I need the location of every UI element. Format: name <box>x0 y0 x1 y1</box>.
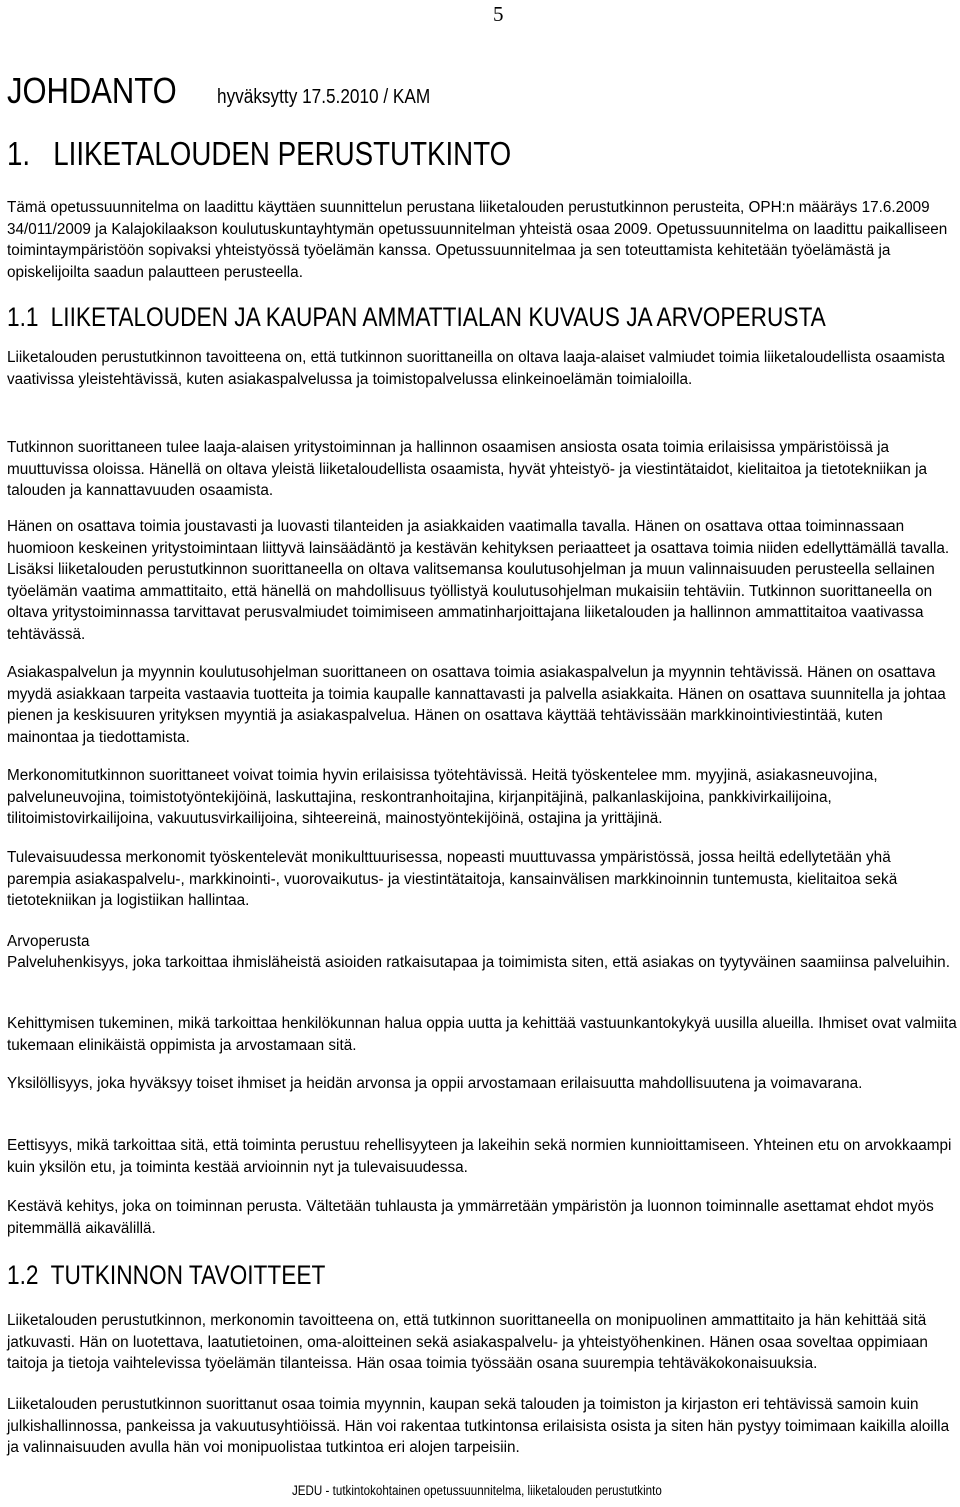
title-main: JOHDANTO <box>7 70 177 111</box>
paragraph: Hänen on osattava toimia joustavasti ja luovasti tilanteiden ja asiakkaiden vaatimalla tavalla. Hänen on osattava ottaa toiminnassaan huomioon keskeinen yritystoimintaan liittyvä lainsäädäntö ja kestävän kehityksen periaatteet ja osattava toimia niiden edellyttämällä tavalla. Lisäksi liiketalouden perustutkinnon suorittaneella on oltava valitsemansa koulutusohjelman ja muun valinnaisuuden perusteella sellainen työelämän vaatima ammattitaito, että hänellä on mahdollisuus työllistyä koulutusohjelman mukaisiin tehtäviin. Tutkinnon suorittaneella on oltava yritystoiminnassa tarvittavat perusvalmiudet toimimiseen ammatinharjoittajana liiketalouden ja hallinnon ammattitaitoa vaativassa tehtävässä. <box>7 518 950 643</box>
section-1-2-number: 1.2 <box>7 1260 39 1290</box>
section-1-1-heading <box>7 302 960 333</box>
approval-note: hyväksytty 17.5.2010 / KAM <box>217 86 431 108</box>
section-1-heading: 1. LIIKETALOUDEN PERUSTUTKINTO <box>7 135 512 172</box>
value-item: Eettisyys, mikä tarkoittaa sitä, että toiminta perustuu rehellisyyteen ja lakeihin sekä normien kunnioittamiseen. Yhteinen etu on arvokkaampi kuin yksilön etu, ja toiminta kestää arvioinnin nyt ja tulevaisuudessa. <box>7 1137 952 1176</box>
page-footer: JEDU - tutkintokohtainen opetussuunnitelma, liiketalouden perustutkinto <box>292 1483 662 1498</box>
paragraph: Liiketalouden perustutkinnon tavoitteena on, että tutkinnon suorittaneilla on oltava laaja-alaiset valmiudet toimia liiketaloudellista osaamista vaativissa yleistehtävissä, kuten asiakaspalvelussa ja toimistopalvelussa elinkeinoelämän toimialoilla. <box>7 349 945 388</box>
values-title: Arvoperusta <box>7 933 90 950</box>
paragraph: Tutkinnon suorittaneen tulee laaja-alaisen yritystoiminnan ja hallinnon osaamisen ansiosta osata toimia erilaisissa ympäristöissä ja muuttuvissa oloissa. Hänellä on oltava yleistä liiketaloudellista osaamista, hyvät yhteistyö- ja viestintätaidot, kielitaitoa ja tietotekniikan ja talouden ja kannattavuuden osaamista. <box>7 439 927 500</box>
paragraph: Liiketalouden perustutkinnon, merkonomin tavoitteena on, että tutkinnon suorittaneella on monipuolinen ammattitaito ja hän kehittää sitä jatkuvasti. Hän on luotettava, laatutietoinen, oma-aloitteinen sekä asiakaspalvelu- ja yhteistyöhenkinen. Hänen osaa soveltaa oppimiaan taitoja ja tietoja vaihtelevissa työelämän tilanteissa. Hän osaa toimia työssään osana suurempia tehtäväkokonaisuuksia. <box>7 1312 928 1373</box>
section-1-intro: Tämä opetussuunnitelma on laadittu käyttäen suunnittelun perustana liiketalouden perustutkinnon perusteita, OPH:n määräys 17.6.2009 34/011/2009 ja Kalajokilaakson koulutuskuntayhtymän opetussuunnitelman yhteistä osaa 2009. Opetussuunnitelma on laadittu paikalliseen toimintaympäristöön sopivaksi yhteistyössä työelämän kanssa. Opetussuunnitelmaa ja sen toteuttamista kehitetään työelämästä ja opiskelijoilta saadun palautteen perusteella. <box>7 199 948 281</box>
paragraph: Asiakaspalvelun ja myynnin koulutusohjelman suorittaneen on osattava toimia asiakaspalvelun ja myynnin tehtävissä. Hänen on osattava myydä asiakkaan tarpeita vastaavia tuotteita ja toimia kaupalle kannattavasti ja palvella asiakkaita. Hänen on osattava suunnitella ja johtaa pienen ja keskisuuren yrityksen myyntiä ja asiakaspalvelua. Hänen on osattava käyttää tehtävissään markkinointiviestintää, kuten mainontaa ja tiedottamista. <box>7 664 946 746</box>
section-1-2-heading <box>7 1260 386 1291</box>
value-item: Kestävä kehitys, joka on toiminnan perusta. Vältetään tuhlausta ja ymmärretään ympäristön ja luonnon toiminnalle asettamat ehdot myös pitemmällä aikavälillä. <box>7 1198 934 1237</box>
page-number: 5 <box>493 2 504 26</box>
document-title <box>7 70 465 112</box>
section-1-1-title: LIIKETALOUDEN JA KAUPAN AMMATTIALAN KUVAUS JA ARVOPERUSTA <box>50 302 826 332</box>
paragraph: Liiketalouden perustutkinnon suorittanut osaa toimia myynnin, kaupan sekä talouden ja toimiston ja kirjaston eri tehtävissä samoin kuin julkishallinnossa, pankeissa ja vakuutusyhtiöissä. Hän voi rakentaa tutkintonsa erilaisista osista ja siten hän pystyy toimimaan kaikilla aloilla ja valinnaisuuden avulla hän voi monipuolistaa tutkintoa eri alojen tarpeisiin. <box>7 1396 950 1457</box>
section-1-1-number: 1.1 <box>7 302 39 332</box>
value-item: Palveluhenkisyys, joka tarkoittaa ihmisläheistä asioiden ratkaisutapaa ja toimimista siten, että asiakas on tyytyväinen saamiinsa palveluihin. <box>7 954 950 971</box>
value-item: Kehittymisen tukeminen, mikä tarkoittaa henkilökunnan halua oppia uutta ja kehittää vastuunkantokykyä uusilla alueilla. Ihmiset ovat valmiita tukemaan elinikäistä oppimista ja arvostamaan sitä. <box>7 1015 957 1054</box>
paragraph: Merkonomitutkinnon suorittaneet voivat toimia hyvin erilaisissa työtehtävissä. Heitä työskentelee mm. myyjinä, asiakasneuvojina, palveluneuvojina, toimistotyöntekijöinä, laskuttajina, reskontranhoitajina, kirjanpitäjinä, palkanlaskijoina, pankkivirkailijoina, tilitoimistovirkailijoina, vakuutusvirkailijoina, sihteereinä, mainostyöntekijöinä, ostajina ja yrittäjinä. <box>7 767 878 828</box>
paragraph: Tulevaisuudessa merkonomit työskentelevät monikulttuurisessa, nopeasti muuttuvassa ympäristössä, jossa heiltä edellytetään yhä parempia asiakaspalvelu-, markkinointi-, vuorovaikutus- ja viestintätaitoja, kansainvälisen markkinoinnin tuntemusta, kielitaitoa sekä tietotekniikan ja logistiikan hallintaa. <box>7 849 898 910</box>
value-item: Yksilöllisyys, joka hyväksyy toiset ihmiset ja heidän arvonsa ja oppii arvostamaan erilaisuutta mahdollisuutena ja voimavarana. <box>7 1075 863 1092</box>
section-1-2-title: TUTKINNON TAVOITTEET <box>50 1260 326 1290</box>
